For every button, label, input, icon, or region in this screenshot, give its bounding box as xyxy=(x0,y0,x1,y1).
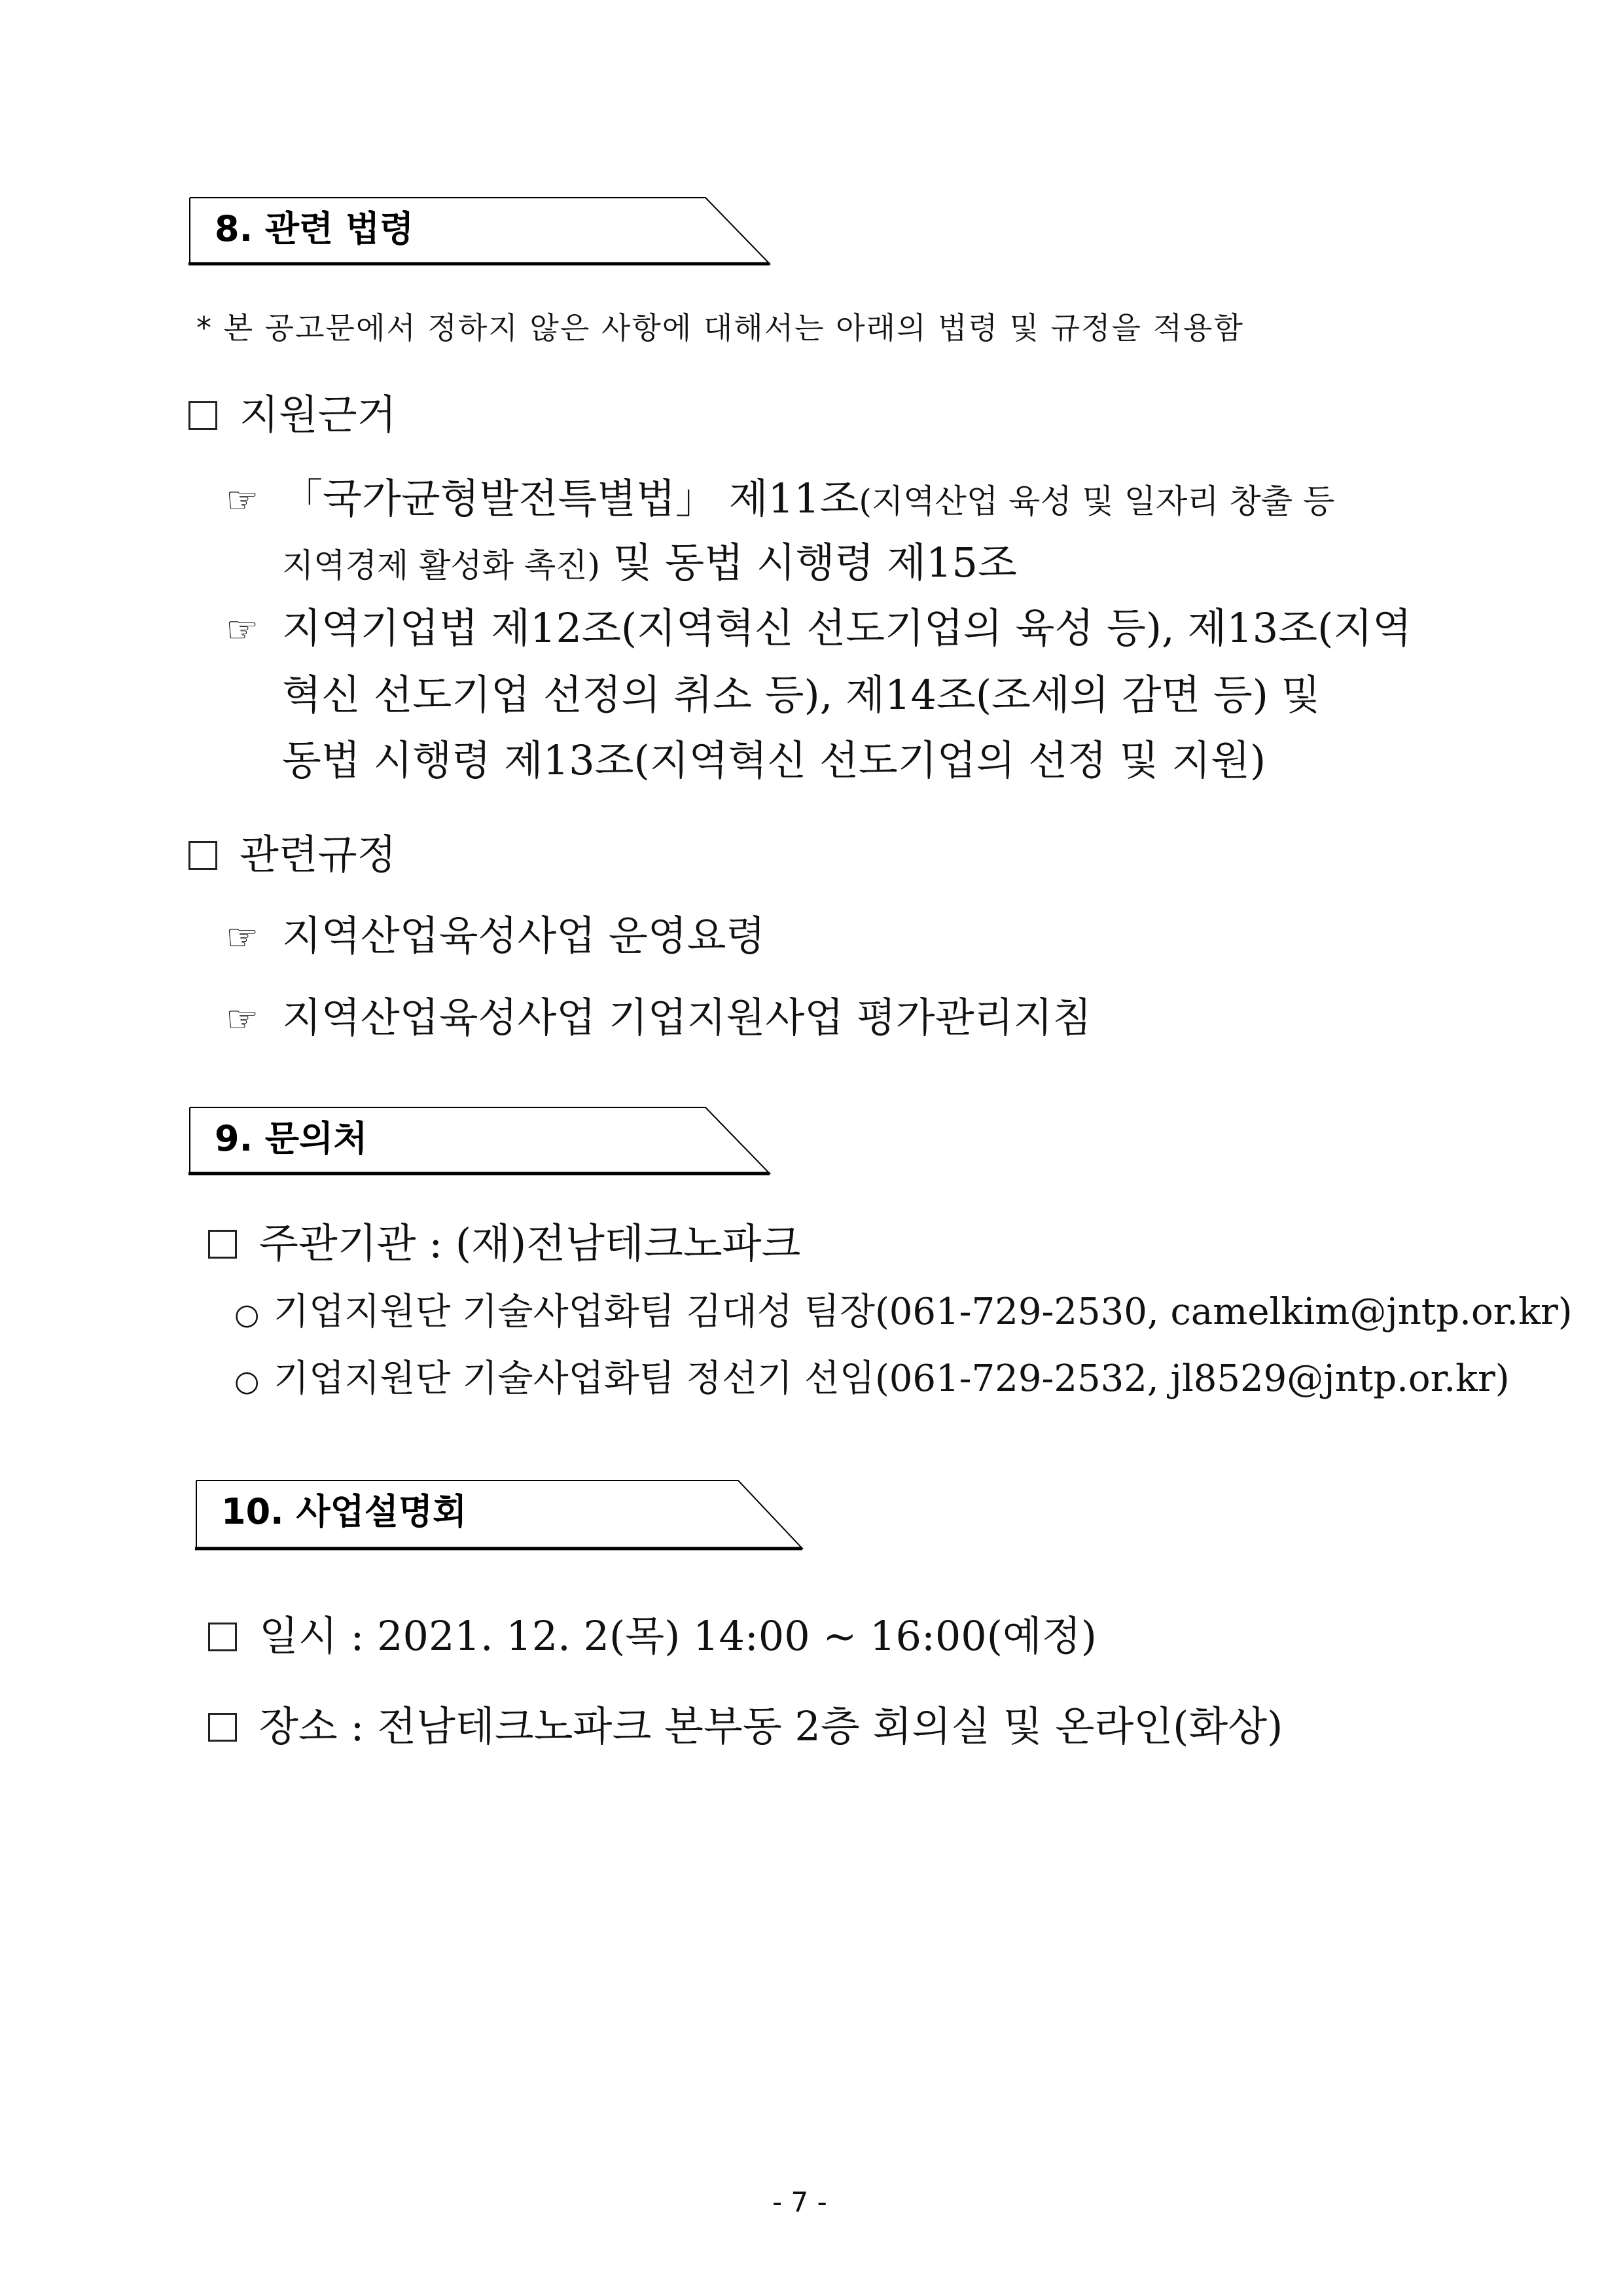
checkbox-icon xyxy=(208,1230,237,1259)
related-rules-item-2: ☞ 지역산업육성사업 기업지원사업 평가관리지침 xyxy=(226,994,1092,1041)
section-10-title: 10. 사업설명회 xyxy=(221,1491,467,1532)
checkbox-icon xyxy=(188,841,217,870)
pointing-hand-icon: ☞ xyxy=(226,479,259,522)
contact-item-1: ○ 기업지원단 기술사업화팀 김대성 팀장(061-729-2530, camelkim@jntp.or.kr) xyxy=(234,1291,1573,1333)
support-basis-item-2: ☞ 지역기업법 제12조(지역혁신 선도기업의 육성 등), 제13조(지역 xyxy=(226,604,1412,652)
section-8-title: 8. 관련 법령 xyxy=(215,208,414,249)
support-basis-heading: 지원근거 xyxy=(188,382,397,440)
related-rules-heading: 관련규정 xyxy=(188,822,397,880)
bullet-circle-icon: ○ xyxy=(234,1298,260,1331)
pointing-hand-icon: ☞ xyxy=(226,916,259,959)
checkbox-icon xyxy=(188,401,217,430)
contact-item-2: ○ 기업지원단 기술사업화팀 정선기 선임(061-729-2532, jl8529@jntp.or.kr) xyxy=(234,1357,1510,1400)
checkbox-icon xyxy=(208,1713,237,1742)
related-rules-item-1: ☞ 지역산업육성사업 운영요령 xyxy=(226,912,766,960)
section-10-header xyxy=(195,1479,817,1554)
support-basis-item-2-line-2: 혁신 선도기업 선정의 취소 등), 제14조(조세의 감면 등) 및 xyxy=(282,671,1321,719)
section-9-header xyxy=(188,1106,777,1178)
briefing-date: 일시 : 2021. 12. 2(목) 14:00 ~ 16:00(예정) xyxy=(208,1604,1097,1662)
organizer-heading: 주관기관 : (재)전남테크노파크 xyxy=(208,1211,800,1269)
support-basis-item-1: ☞ 「국가균형발전특별법」 제11조(지역산업 육성 및 일자리 창출 등 xyxy=(226,475,1335,522)
pointing-hand-icon: ☞ xyxy=(226,998,259,1041)
support-basis-item-1-cont: 지역경제 활성화 촉진) 및 동법 시행령 제15조 xyxy=(282,539,1017,586)
briefing-place: 장소 : 전남테크노파크 본부동 2층 회의실 및 온라인(화상) xyxy=(208,1694,1283,1752)
section-8-note: * 본 공고문에서 정하지 않은 사항에 대해서는 아래의 법령 및 규정을 적용함 xyxy=(196,310,1244,346)
section-8-header xyxy=(188,196,777,268)
support-basis-item-2-line-3: 동법 시행령 제13조(지역혁신 선도기업의 선정 및 지원) xyxy=(282,736,1266,784)
pointing-hand-icon: ☞ xyxy=(226,609,259,651)
bullet-circle-icon: ○ xyxy=(234,1365,260,1398)
checkbox-icon xyxy=(208,1623,237,1651)
section-9-title: 9. 문의처 xyxy=(215,1118,368,1159)
page-number: - 7 - xyxy=(772,2186,827,2218)
